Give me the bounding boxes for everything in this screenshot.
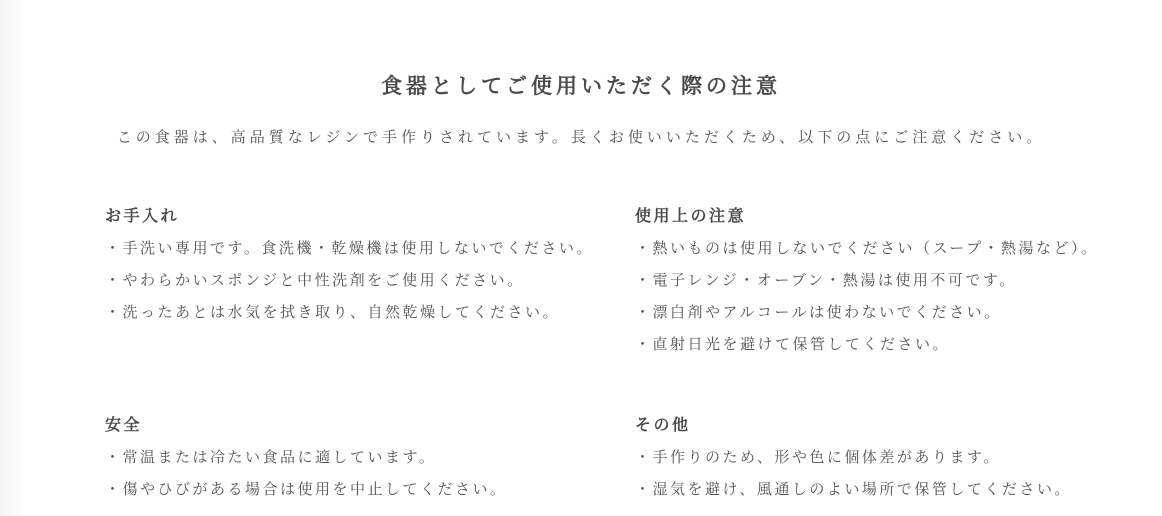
note-item xyxy=(635,240,1102,259)
note-item xyxy=(105,481,635,500)
note-text: 漂白剤やアルコールは使わないでください。 xyxy=(652,305,1002,321)
note-item xyxy=(105,449,635,468)
note-text: 傷やひびがある場合は使用を中止してください。 xyxy=(122,482,508,498)
section-list xyxy=(105,449,635,500)
note-text: 直射日光を避けて保管してください。 xyxy=(652,337,951,353)
note-item xyxy=(635,481,1102,500)
bullet-marker-icon: ・ xyxy=(635,305,653,321)
note-text: 電子レンジ・オーブン・熱湯は使用不可です。 xyxy=(652,273,1017,289)
section-list xyxy=(105,240,635,323)
note-item xyxy=(105,240,635,259)
note-text: 洗ったあとは水気を拭き取り、自然乾燥してください。 xyxy=(122,305,561,321)
section-heading: その他 xyxy=(635,417,691,434)
page-title: 食器としてご使用いただく際の注意 xyxy=(381,74,781,98)
note-text: 熱いものは使用しないでください（スープ・熱湯など）。 xyxy=(652,241,1099,257)
bullet-marker-icon: ・ xyxy=(105,482,123,498)
note-item xyxy=(105,272,635,291)
bullet-marker-icon: ・ xyxy=(635,337,653,353)
note-text: 手作りのため、形や色に個体差があります。 xyxy=(652,450,1001,466)
note-text: 手洗い専用です。食洗機・乾燥機は使用しないでください。 xyxy=(122,241,594,257)
note-item xyxy=(635,304,1102,323)
bullet-marker-icon: ・ xyxy=(635,241,653,257)
bullet-marker-icon: ・ xyxy=(105,305,123,321)
section-heading: 使用上の注意 xyxy=(635,208,747,225)
bullet-marker-icon: ・ xyxy=(105,241,123,257)
note-item xyxy=(635,449,1102,468)
bullet-marker-icon: ・ xyxy=(105,450,123,466)
section-list xyxy=(635,240,1102,355)
section-list xyxy=(635,449,1102,500)
section-other xyxy=(635,416,1102,513)
section-heading: 安全 xyxy=(105,417,143,434)
section-safety xyxy=(105,416,635,513)
note-text: 常温または冷たい食品に適しています。 xyxy=(122,450,437,466)
bullet-marker-icon: ・ xyxy=(105,273,123,289)
bullet-marker-icon: ・ xyxy=(635,273,653,289)
bullet-marker-icon: ・ xyxy=(635,450,653,466)
note-text: やわらかいスポンジと中性洗剤をご使用ください。 xyxy=(122,273,525,289)
note-item xyxy=(105,304,635,323)
page-intro: この食器は、高品質なレジンで手作りされています。長くお使いいただくため、以下の点にご注意ください。 xyxy=(116,130,1046,146)
notes-grid xyxy=(105,207,1102,513)
section-care xyxy=(105,207,635,368)
section-usage xyxy=(635,207,1102,368)
note-item xyxy=(635,336,1102,355)
note-text: 湿気を避け、風通しのよい場所で保管してください。 xyxy=(652,482,1072,498)
section-heading: お手入れ xyxy=(105,208,180,225)
note-item xyxy=(635,272,1102,291)
bullet-marker-icon: ・ xyxy=(635,482,653,498)
